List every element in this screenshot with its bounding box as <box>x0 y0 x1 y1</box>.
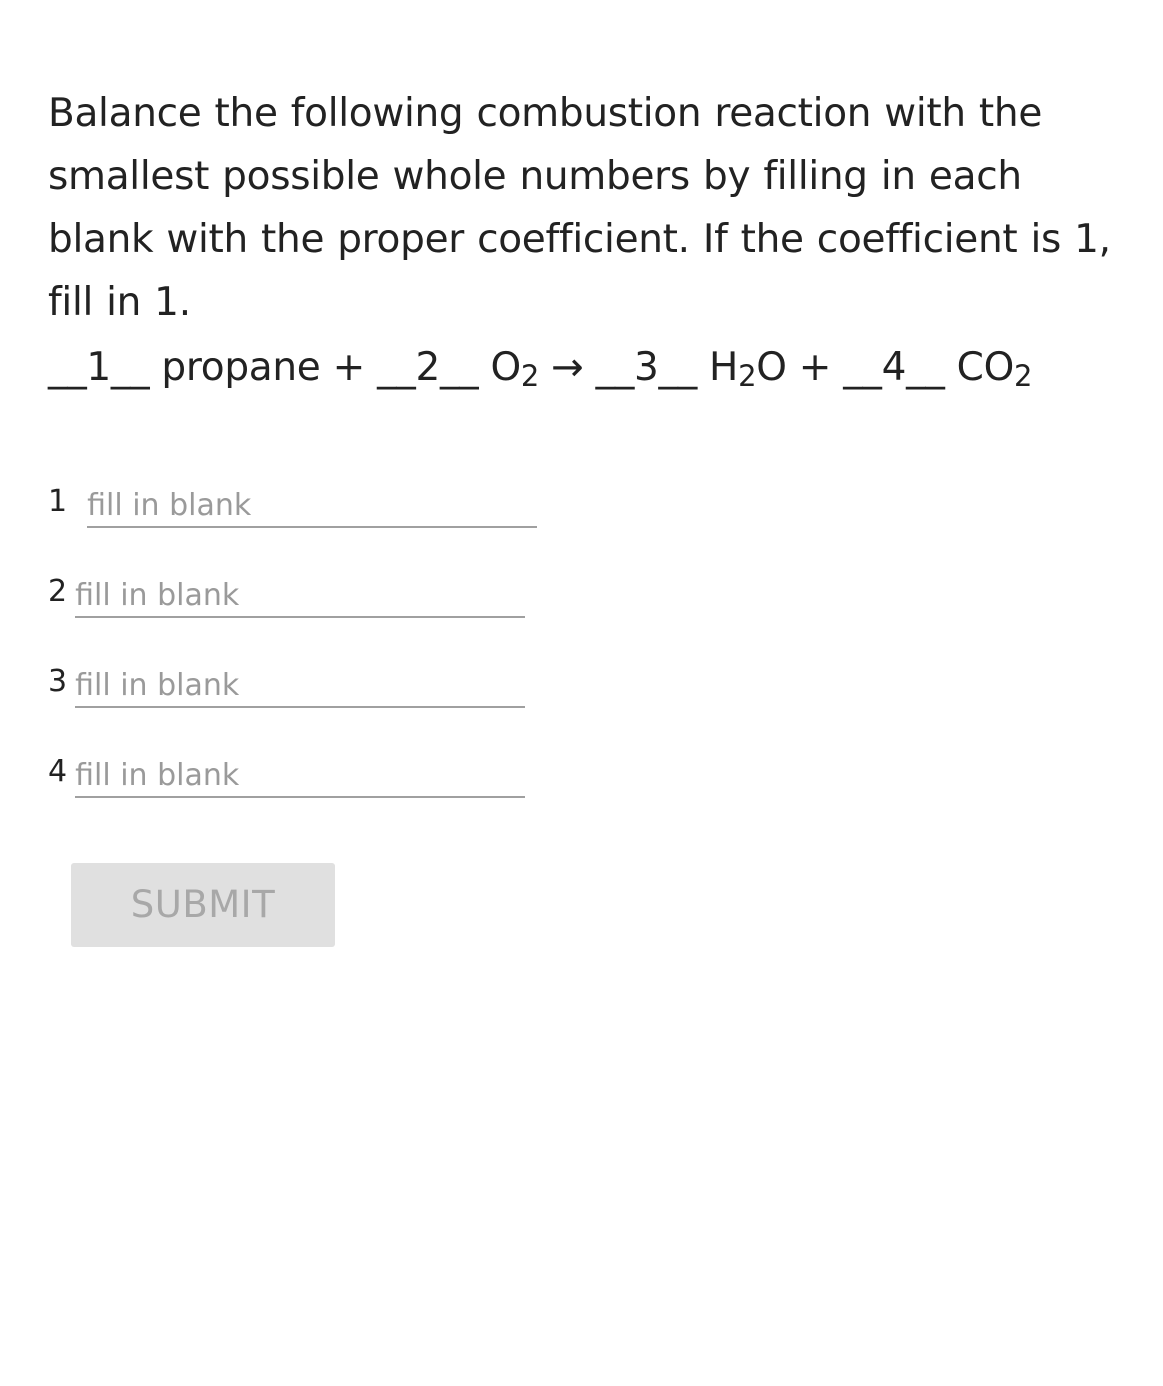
equation-blank-3: __3__ <box>595 345 697 390</box>
blank-input-4[interactable] <box>75 754 525 798</box>
equation-water-subscript: 2 <box>738 359 757 393</box>
equation-propane: propane + <box>149 345 378 390</box>
blank-row-3 <box>48 658 525 708</box>
equation-blank-1: __1__ <box>48 345 150 390</box>
blank-number-4: 4 <box>48 754 68 789</box>
blank-number-1: 1 <box>48 484 68 519</box>
blank-row-2 <box>48 568 525 618</box>
submit-button[interactable]: SUBMIT <box>71 863 335 947</box>
equation-blank-4: __4__ <box>843 345 945 390</box>
blank-row-4 <box>48 748 525 798</box>
blank-row-1 <box>48 478 537 528</box>
chemical-equation <box>48 336 1123 399</box>
blank-input-3[interactable] <box>75 664 525 708</box>
equation-water-o: O + <box>756 345 844 390</box>
equation-arrow: → <box>539 345 596 390</box>
equation-blank-2: __2__ <box>377 345 479 390</box>
equation-carbon-dioxide: CO <box>944 345 1014 390</box>
question-text: Balance the following combustion reaction with the smallest possible whole numbers by filling in each blank with the proper coefficient. If the coefficient is 1, fill in 1. <box>48 91 1111 325</box>
equation-oxygen-subscript: 2 <box>520 359 540 393</box>
blank-input-1[interactable] <box>87 484 537 528</box>
blank-number-2: 2 <box>48 574 68 609</box>
equation-oxygen: O <box>478 345 521 390</box>
equation-water-h: H <box>696 345 739 390</box>
blank-input-2[interactable] <box>75 574 525 618</box>
blank-number-3: 3 <box>48 664 68 699</box>
equation-carbon-dioxide-subscript: 2 <box>1013 359 1033 393</box>
